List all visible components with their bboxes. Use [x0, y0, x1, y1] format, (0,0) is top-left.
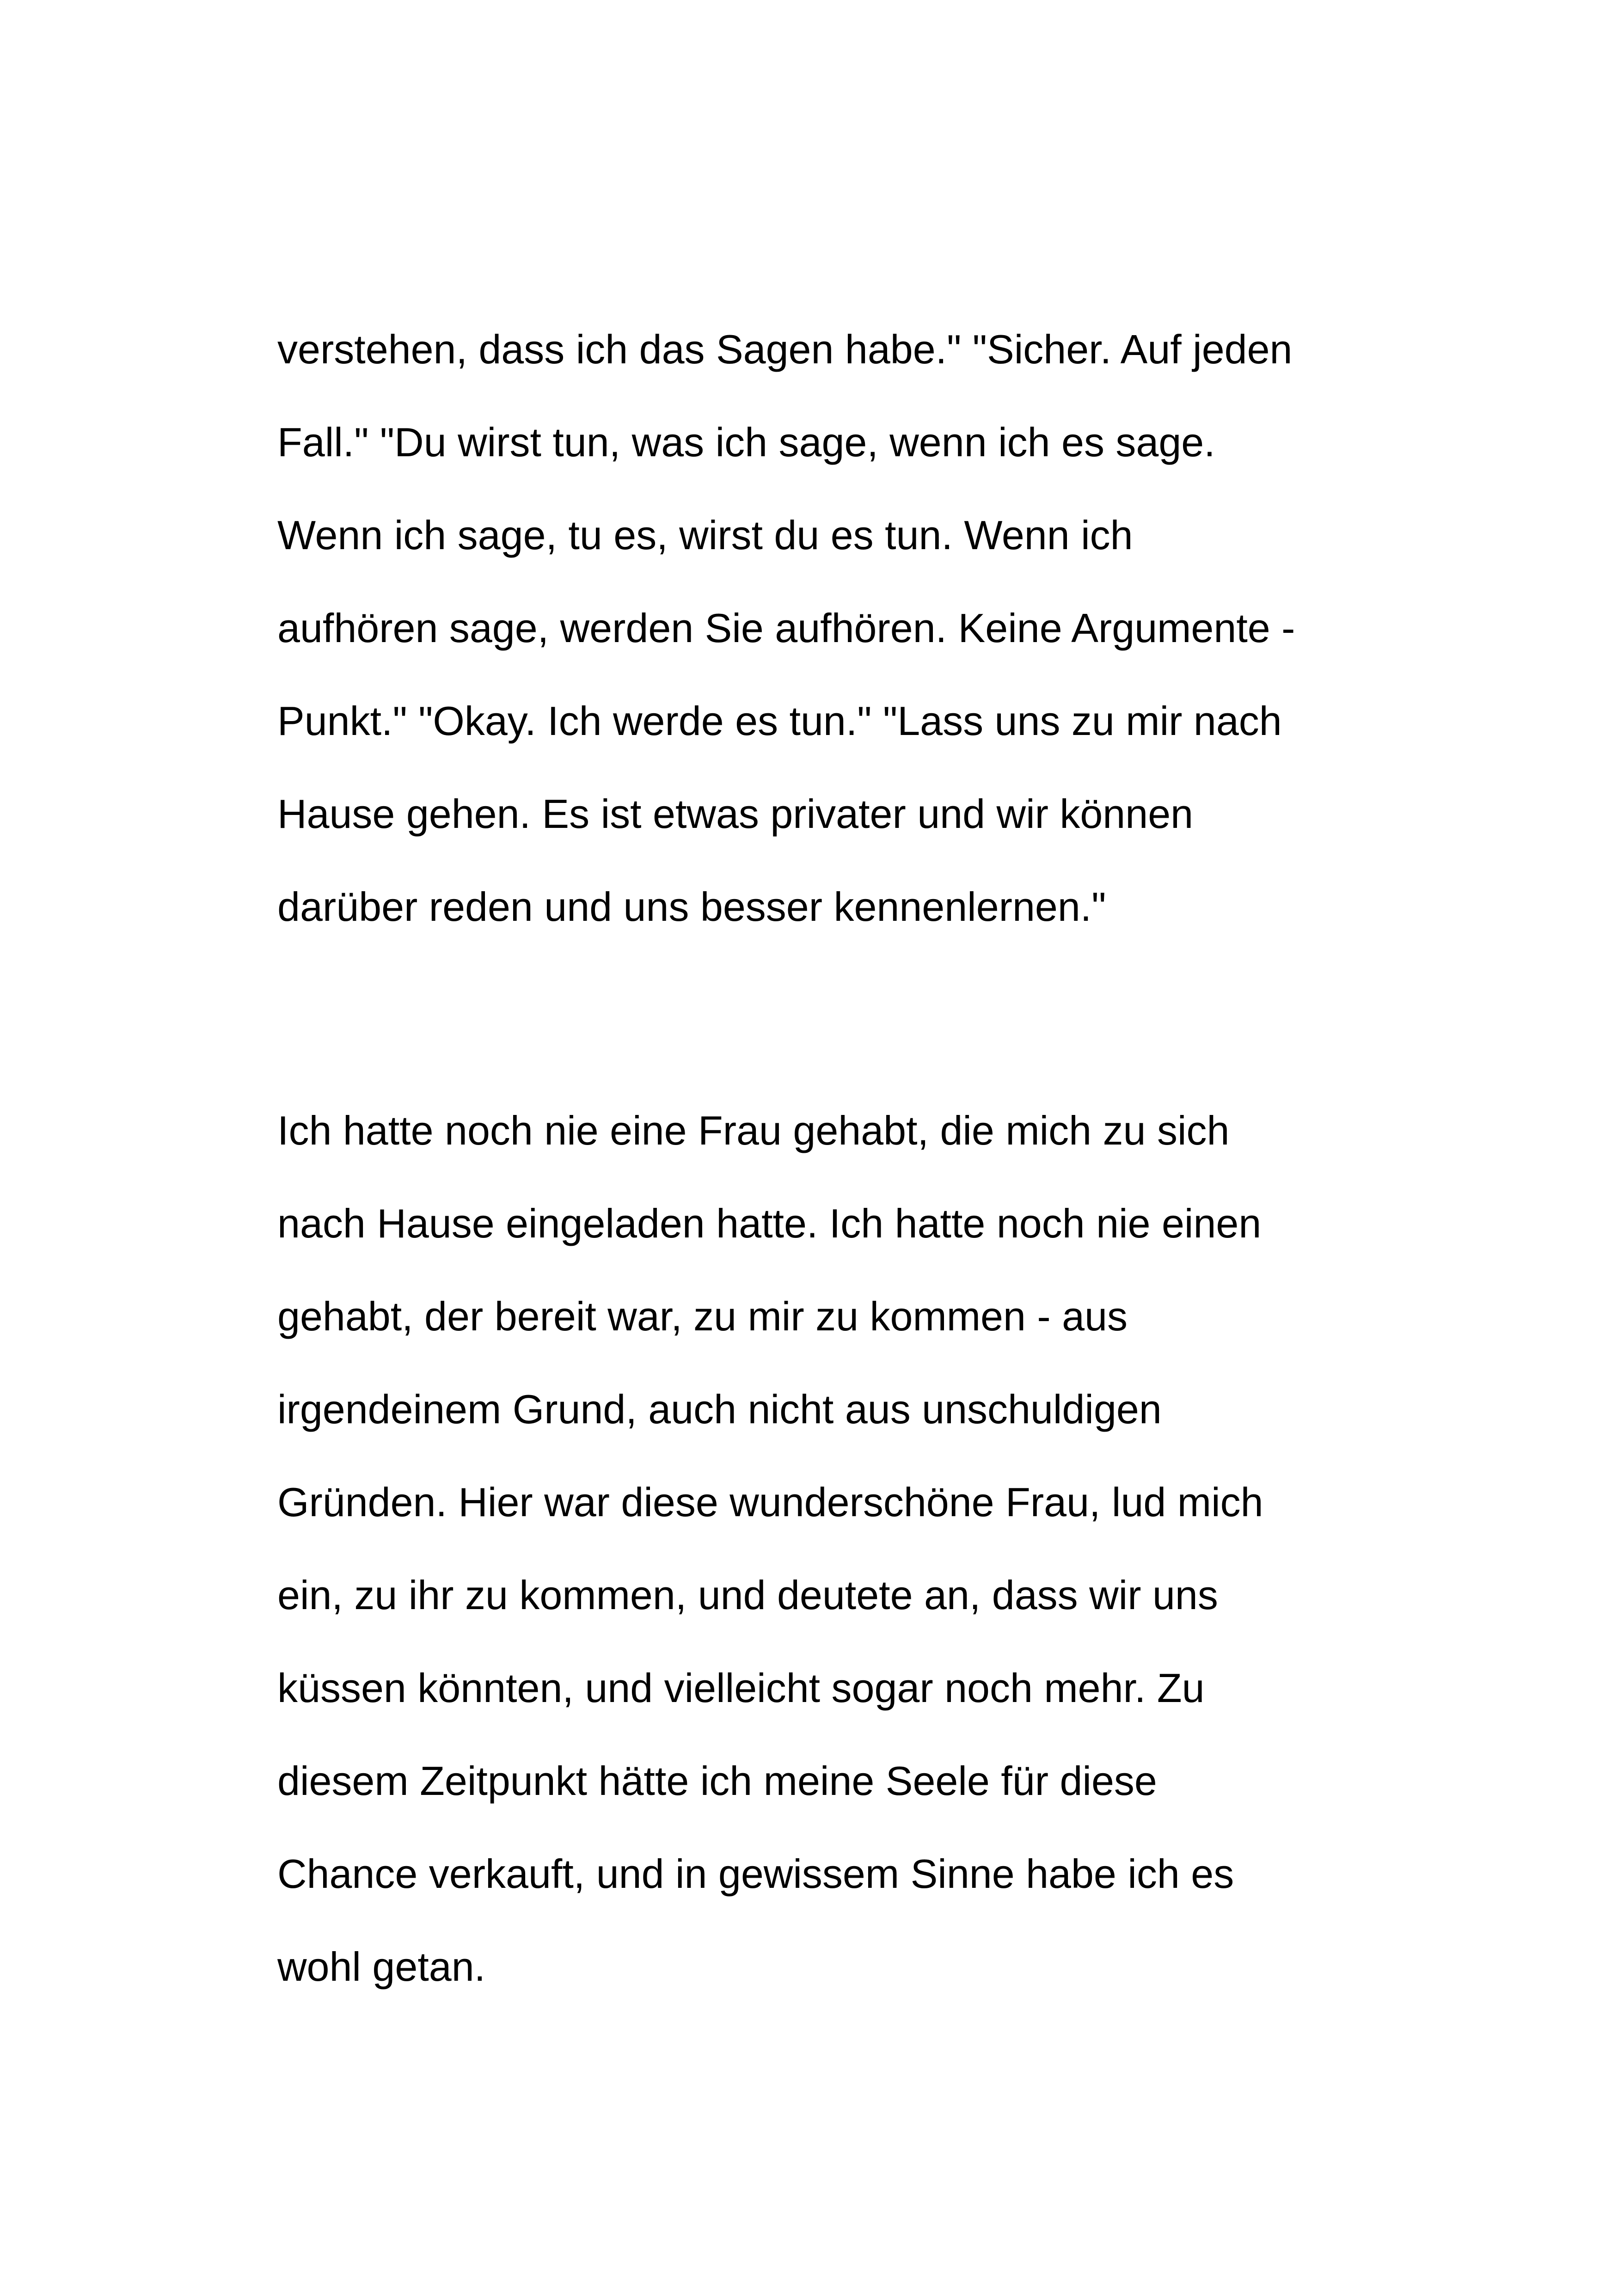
text-line: nach Hause eingeladen hatte. Ich hatte noch nie einen	[277, 1200, 1262, 1246]
text-line: Punkt." "Okay. Ich werde es tun." "Lass uns zu mir nach	[277, 698, 1282, 744]
text-line: Chance verkauft, und in gewissem Sinne habe ich es	[277, 1851, 1234, 1897]
text-line: küssen könnten, und vielleicht sogar noch mehr. Zu	[277, 1665, 1205, 1711]
text-line: Fall." "Du wirst tun, was ich sage, wenn ich es sage.	[277, 419, 1215, 465]
paragraph-2	[277, 1084, 1378, 2013]
text-line: verstehen, dass ich das Sagen habe." "Sicher. Auf jeden	[277, 326, 1293, 372]
text-line: darüber reden und uns besser kennenlernen."	[277, 884, 1106, 930]
text-line: aufhören sage, werden Sie aufhören. Keine Argumente -	[277, 605, 1295, 651]
text-line: Hause gehen. Es ist etwas privater und wir können	[277, 791, 1194, 837]
text-line: Ich hatte noch nie eine Frau gehabt, die mich zu sich	[277, 1108, 1230, 1153]
text-line: wohl getan.	[277, 1944, 486, 1990]
text-line: gehabt, der bereit war, zu mir zu kommen - aus	[277, 1293, 1128, 1339]
text-line: diesem Zeitpunkt hätte ich meine Seele für diese	[277, 1758, 1157, 1804]
text-line: irgendeinem Grund, auch nicht aus unschuldigen	[277, 1386, 1162, 1432]
text-line: Gründen. Hier war diese wunderschöne Frau, lud mich	[277, 1479, 1263, 1525]
text-line: Wenn ich sage, tu es, wirst du es tun. Wenn ich	[277, 512, 1133, 558]
paragraph-1	[277, 303, 1378, 953]
text-line: ein, zu ihr zu kommen, und deutete an, dass wir uns	[277, 1572, 1218, 1618]
